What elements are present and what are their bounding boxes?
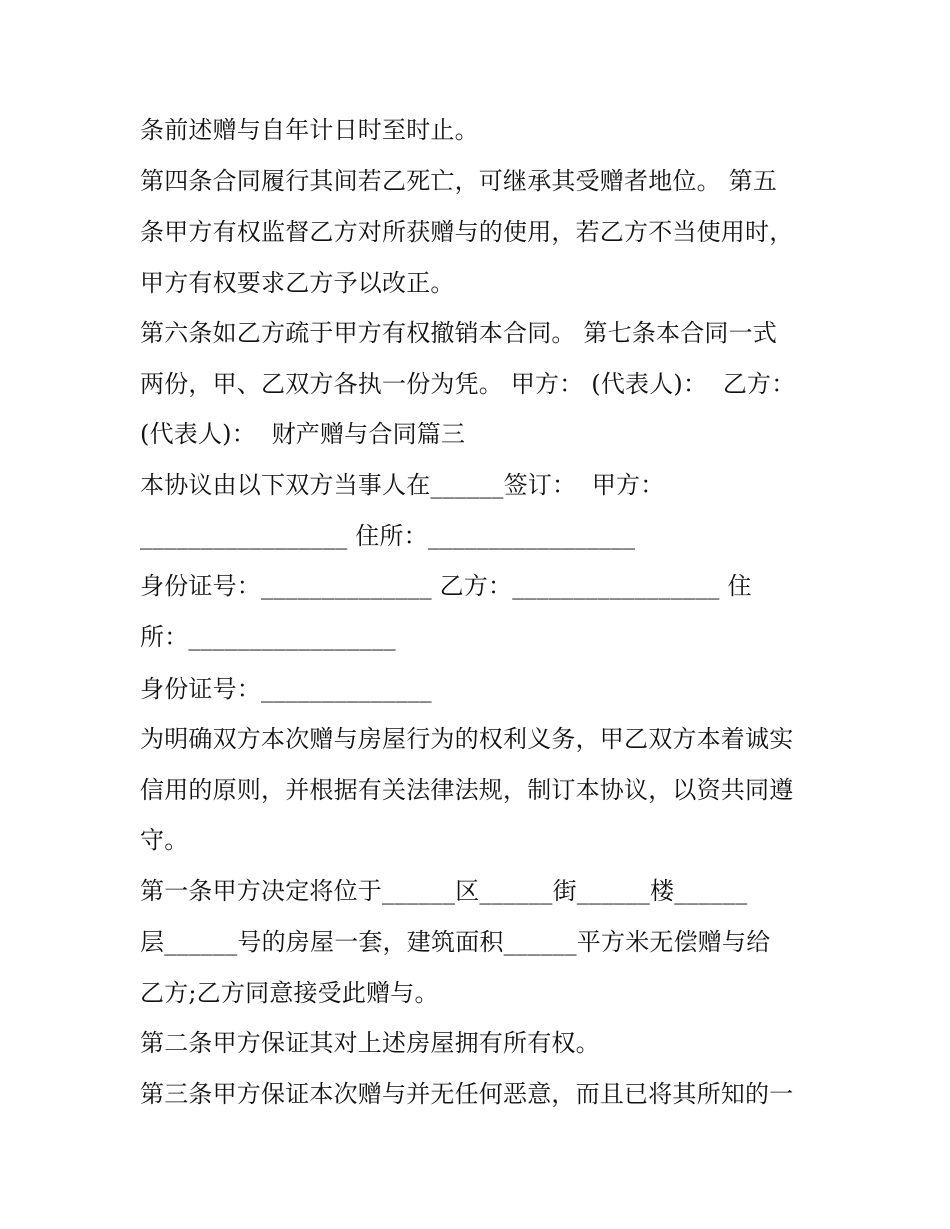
text-line: 第二条甲方保证其对上述房屋拥有所有权。: [140, 1029, 600, 1057]
text-line: 两份，甲、乙双方各执一份为凭。 甲方： (代表人)： 乙方：: [140, 370, 796, 398]
text-line: 甲方有权要求乙方予以改正。: [140, 269, 455, 297]
text-line: 身份证号：______________ 乙方：_________________ 住: [140, 572, 752, 600]
text-line: 所：_________________: [140, 623, 396, 651]
text-line: 守。: [140, 826, 189, 854]
text-line: 身份证号：______________: [140, 675, 432, 703]
text-line: 为明确双方本次赠与房屋行为的权利义务，甲乙双方本着诚实: [140, 725, 794, 753]
text-line: 第三条甲方保证本次赠与并无任何恶意，而且已将其所知的一: [140, 1080, 794, 1108]
text-line: 第一条甲方决定将位于______区______街______楼______: [140, 877, 748, 905]
text-line: 层______号的房屋一套，建筑面积______平方米无偿赠与给: [140, 928, 771, 956]
text-line: 第六条如乙方疏于甲方有权撤销本合同。 第七条本合同一式: [140, 319, 778, 347]
text-line: 乙方;乙方同意接受此赠与。: [140, 979, 439, 1007]
text-line: 信用的原则，并根据有关法律法规，制订本协议，以资共同遵: [140, 776, 794, 804]
text-line: 第四条合同履行其间若乙死亡，可继承其受赠者地位。 第五: [140, 167, 778, 195]
text-line: 条前述赠与自年计日时至时止。: [140, 116, 479, 144]
text-line: 条甲方有权监督乙方对所获赠与的使用，若乙方不当使用时，: [140, 218, 794, 246]
text-line: _________________ 住所：_________________: [140, 522, 636, 550]
text-line: (代表人)： 财产赠与合同篇三: [140, 420, 466, 448]
text-line: 本协议由以下双方当事人在______签订： 甲方：: [140, 471, 665, 499]
